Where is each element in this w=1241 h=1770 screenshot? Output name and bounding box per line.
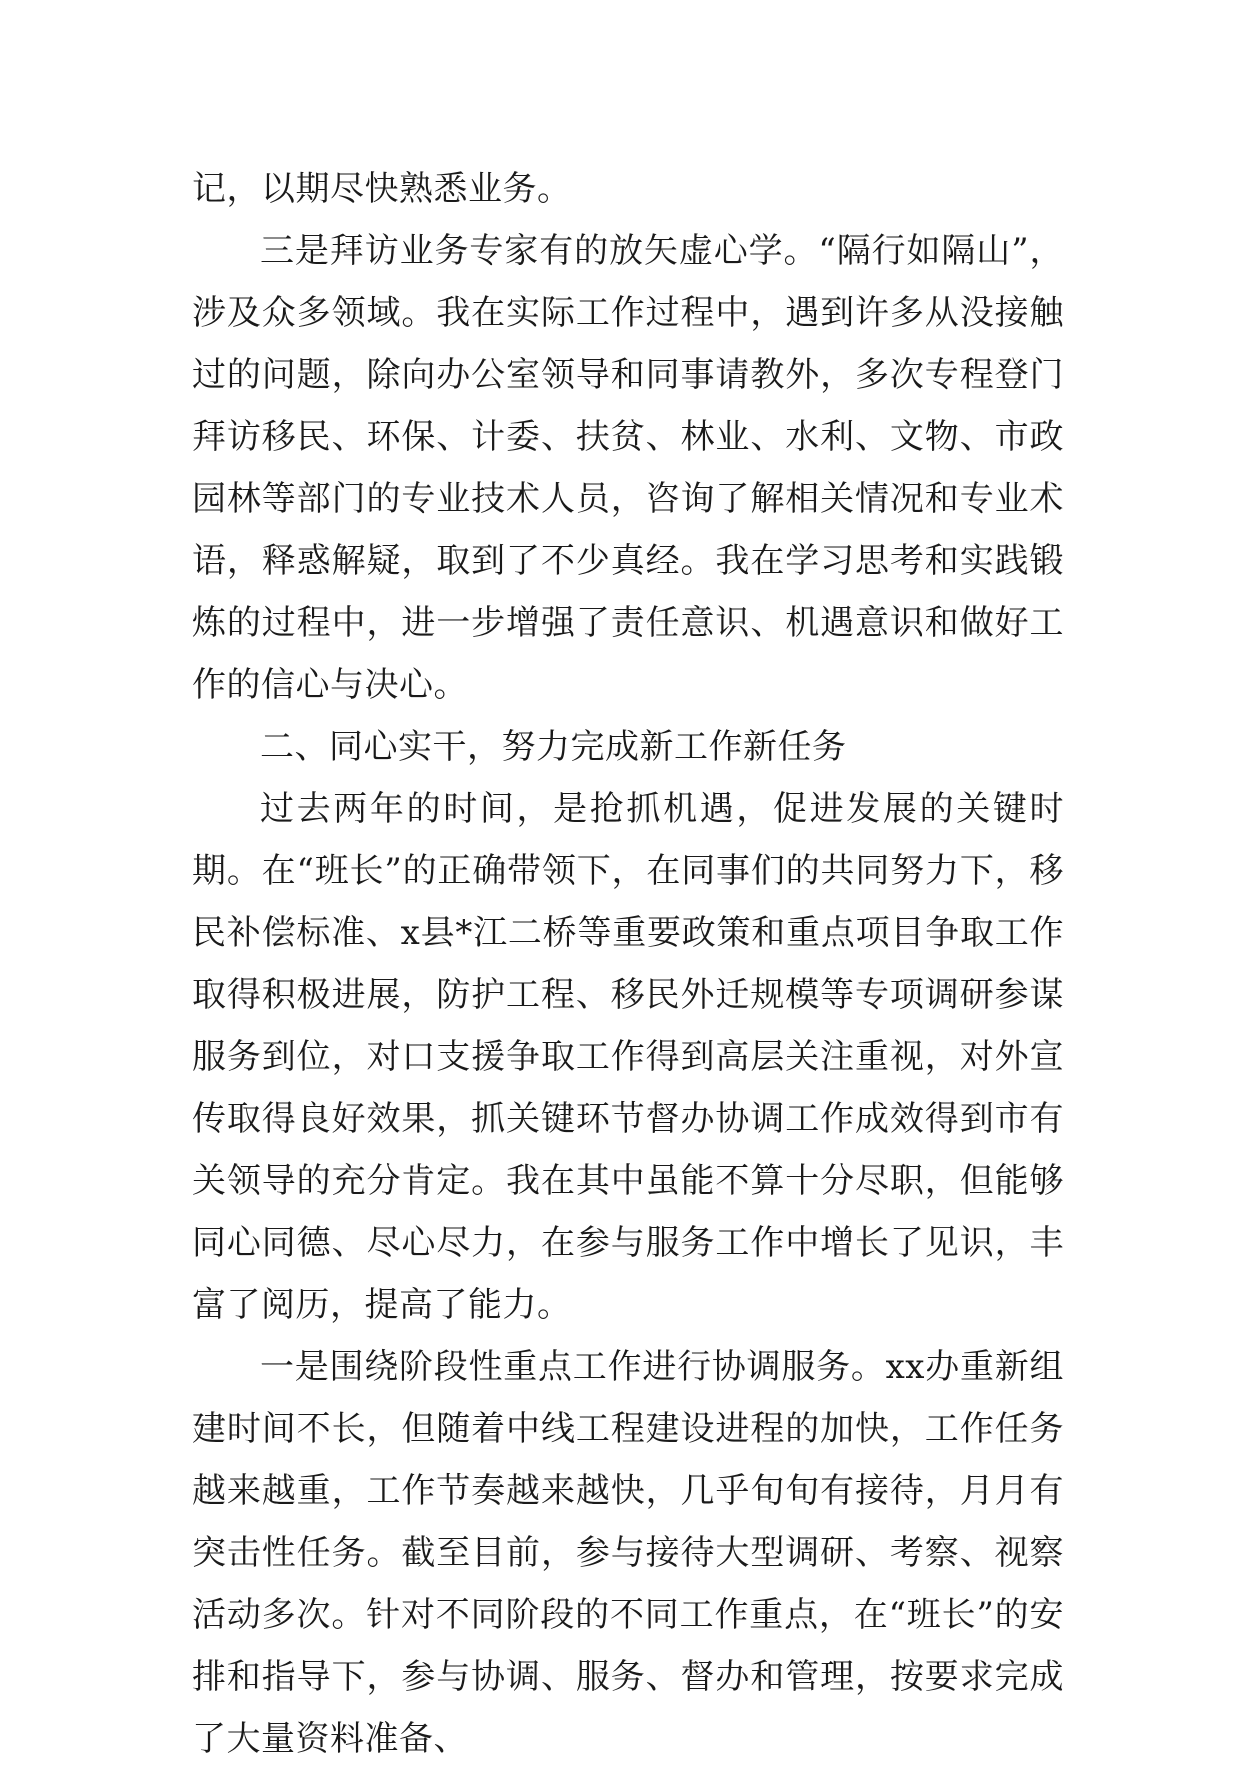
- paragraph-past-two-years: 过去两年的时间，是抢抓机遇，促进发展的关键时期。在“班长”的正确带领下，在同事们的共同努力下，移民补偿标准、x县*江二桥等重要政策和重点项目争取工作取得积极进展，防护工程、移民外迁规模等专项调研参谋服务到位，对口支援争取工作得到高层关注重视，对外宣传取得良好效果，抓关键环节督办协调工作成效得到市有关领导的充分肯定。我在其中虽能不算十分尽职，但能够同心同德、尽心尽力，在参与服务工作中增长了见识，丰富了阅历，提高了能力。: [192, 789, 1064, 1325]
- paragraph-visit-experts: 三是拜访业务专家有的放矢虚心学。“隔行如隔山”，涉及众多领域。我在实际工作过程中，遇到许多从没接触过的问题，除向办公室领导和同事请教外，多次专程登门拜访移民、环保、计委、扶贫、林业、水利、文物、市政园林等部门的专业技术人员，咨询了解相关情况和专业术语，释惑解疑，取到了不少真经。我在学习思考和实践锻炼的过程中，进一步增强了责任意识、机遇意识和做好工作的信心与决心。: [192, 231, 1064, 705]
- document-body: [192, 158, 1064, 1770]
- paragraph-continuation: 记，以期尽快熟悉业务。: [192, 169, 572, 209]
- paragraph-coordination-service: 一是围绕阶段性重点工作进行协调服务。xx办重新组建时间不长，但随着中线工程建设进程的加快，工作任务越来越重，工作节奏越来越快，几乎旬旬有接待，月月有突击性任务。截至目前，参与接待大型调研、考察、视察活动多次。针对不同阶段的不同工作重点，在“班长”的安排和指导下，参与协调、服务、督办和管理，按要求完成了大量资料准备、: [192, 1347, 1064, 1759]
- section-heading: 二、同心实干，努力完成新工作新任务: [260, 727, 847, 767]
